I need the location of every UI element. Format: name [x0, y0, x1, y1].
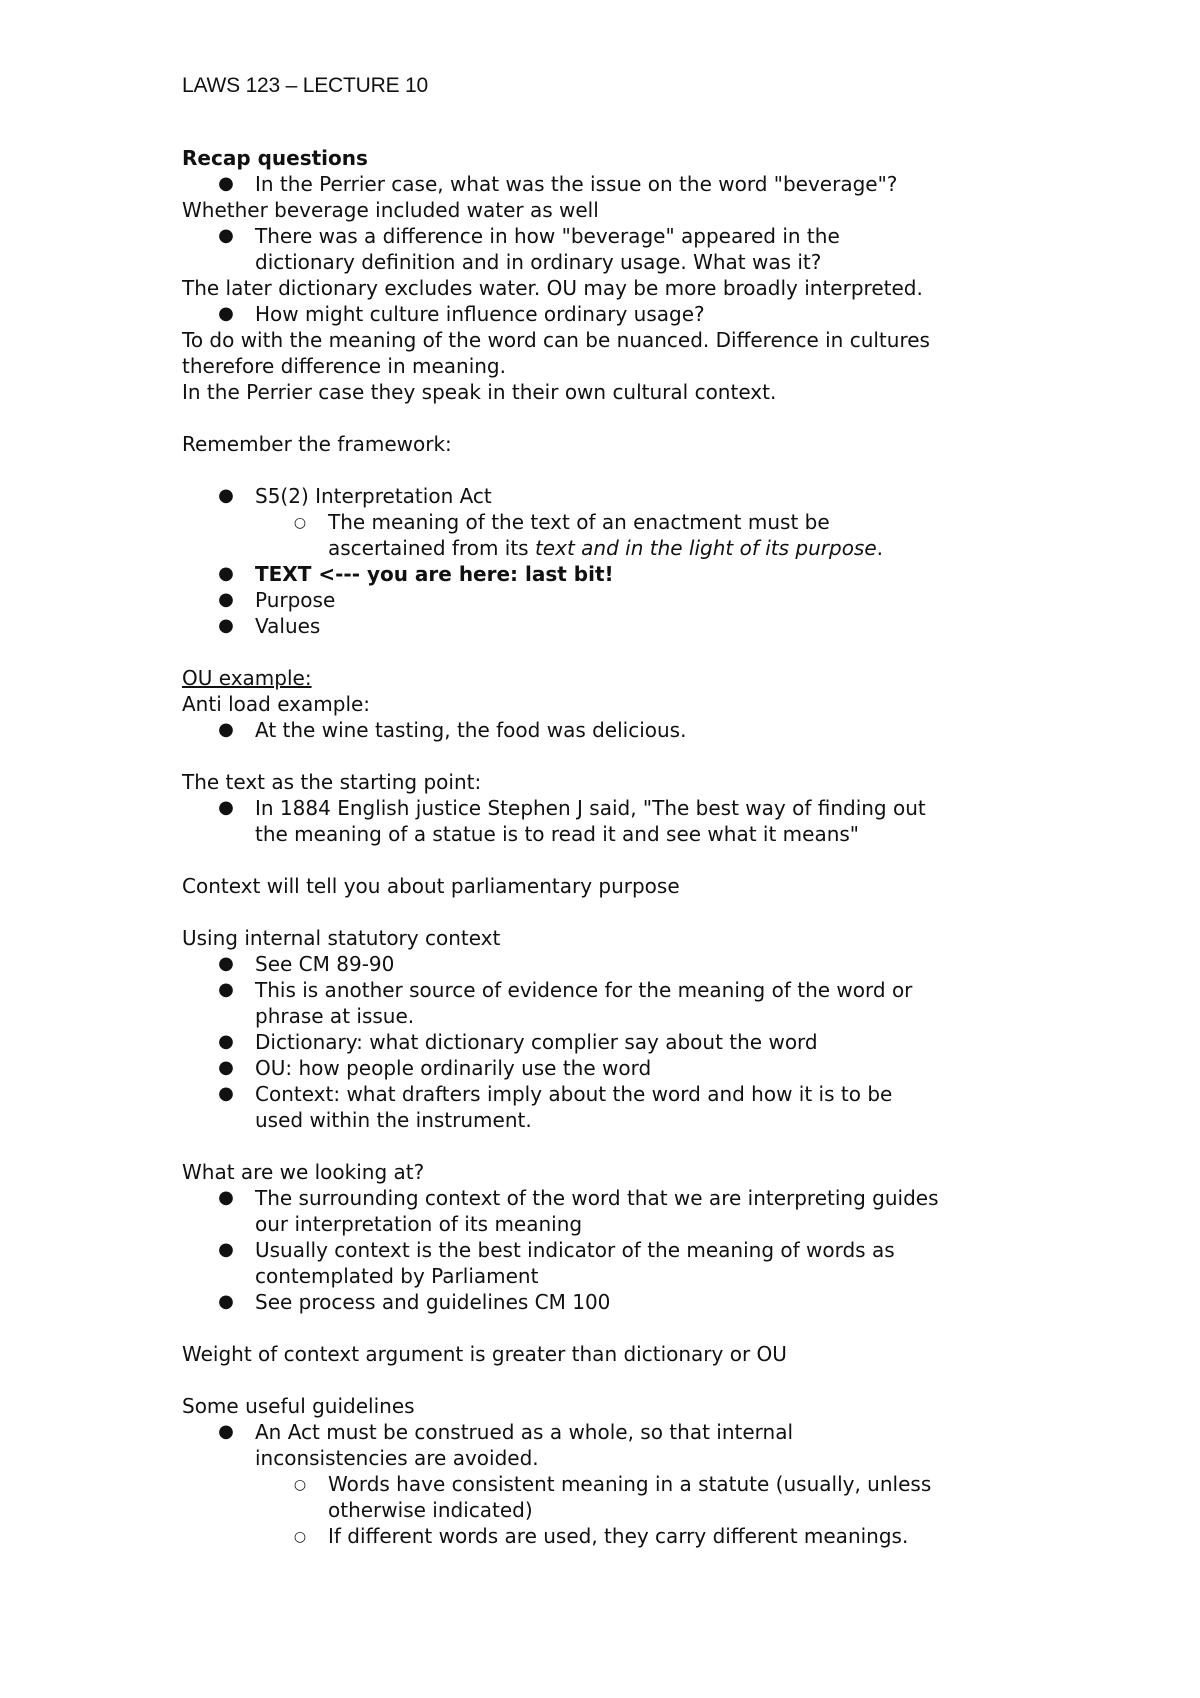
bullet-icon: ●	[218, 719, 234, 740]
list-item: ● Usually context is the best indicator of the meaning of words as contemplated by Parliament	[182, 1237, 1100, 1289]
list-item: ● Context: what drafters imply about the word and how it is to be used within the instrument.	[182, 1081, 1100, 1133]
bullet-icon: ●	[218, 1187, 234, 1208]
sub-list-item: ○ Words have consistent meaning in a statute (usually, unless otherwise indicated)	[182, 1471, 1100, 1523]
hollow-circle-bullet-icon: ○	[293, 1477, 307, 1493]
answer-text: To do with the meaning of the word can be nuanced. Difference in cultures	[182, 328, 930, 352]
answer-text: Whether beverage included water as well	[182, 198, 599, 222]
guidelines-heading: Some useful guidelines	[182, 1394, 415, 1418]
bullet-icon: ●	[218, 485, 234, 506]
sub-list-item: ○ The meaning of the text of an enactment must be ascertained from its text and in the light of its purpose.	[182, 509, 1100, 561]
bullet-icon: ●	[218, 589, 234, 610]
anti-load-heading: Anti load example:	[182, 692, 371, 716]
answer-text: therefore difference in meaning.	[182, 354, 506, 378]
bullet-icon: ●	[218, 615, 234, 636]
list-item: ● Purpose	[182, 587, 1100, 613]
answer-text: The later dictionary excludes water. OU may be more broadly interpreted.	[182, 276, 923, 300]
context-purpose-text: Context will tell you about parliamentary purpose	[182, 874, 680, 898]
list-item: ● An Act must be construed as a whole, so that internal inconsistencies are avoided.	[182, 1419, 1100, 1471]
bullet-icon: ●	[218, 563, 234, 584]
list-item: ● There was a difference in how "beverage" appeared in the dictionary definition and in ordinary usage. What was it?	[182, 223, 1100, 275]
list-item: ● In 1884 English justice Stephen J said, "The best way of finding out the meaning of a statue is to read it and see what it means"	[182, 795, 1100, 847]
list-item: ● S5(2) Interpretation Act	[182, 483, 1100, 509]
list-item: ● Dictionary: what dictionary complier say about the word	[182, 1029, 1100, 1055]
internal-context-heading: Using internal statutory context	[182, 926, 501, 950]
bullet-icon: ●	[218, 953, 234, 974]
list-item: ● TEXT <--- you are here: last bit!	[182, 561, 1100, 587]
answer-text: In the Perrier case they speak in their own cultural context.	[182, 380, 777, 404]
sub-list-item: ○ If different words are used, they carry different meanings.	[182, 1523, 1100, 1549]
list-item: ● Values	[182, 613, 1100, 639]
bullet-icon: ●	[218, 797, 234, 818]
list-item: ● The surrounding context of the word that we are interpreting guides our interpretation of its meaning	[182, 1185, 1100, 1237]
bullet-icon: ●	[218, 225, 234, 246]
bullet-icon: ●	[218, 1291, 234, 1312]
bullet-icon: ●	[218, 1057, 234, 1078]
bullet-icon: ●	[218, 1083, 234, 1104]
framework-heading: Remember the framework:	[182, 432, 452, 456]
list-item: ● In the Perrier case, what was the issue on the word "beverage"?	[182, 171, 1100, 197]
looking-at-heading: What are we looking at?	[182, 1160, 425, 1184]
hollow-circle-bullet-icon: ○	[293, 1529, 307, 1545]
list-item: ● How might culture influence ordinary usage?	[182, 301, 1100, 327]
bullet-icon: ●	[218, 979, 234, 1000]
bullet-icon: ●	[218, 1239, 234, 1260]
bullet-icon: ●	[218, 173, 234, 194]
recap-heading: Recap questions	[182, 146, 368, 170]
list-item: ● See process and guidelines CM 100	[182, 1289, 1100, 1315]
bullet-icon: ●	[218, 303, 234, 324]
document-title: LAWS 123 – LECTURE 10	[182, 74, 428, 97]
bullet-icon: ●	[218, 1031, 234, 1052]
ou-example-heading: OU example:	[182, 666, 312, 690]
list-item: ● At the wine tasting, the food was delicious.	[182, 717, 1100, 743]
bullet-icon: ●	[218, 1421, 234, 1442]
hollow-circle-bullet-icon: ○	[293, 515, 307, 531]
weight-of-context-text: Weight of context argument is greater than dictionary or OU	[182, 1342, 787, 1366]
list-item: ● OU: how people ordinarily use the word	[182, 1055, 1100, 1081]
list-item: ● This is another source of evidence for the meaning of the word or phrase at issue.	[182, 977, 1100, 1029]
starting-point-heading: The text as the starting point:	[182, 770, 482, 794]
list-item: ● See CM 89-90	[182, 951, 1100, 977]
